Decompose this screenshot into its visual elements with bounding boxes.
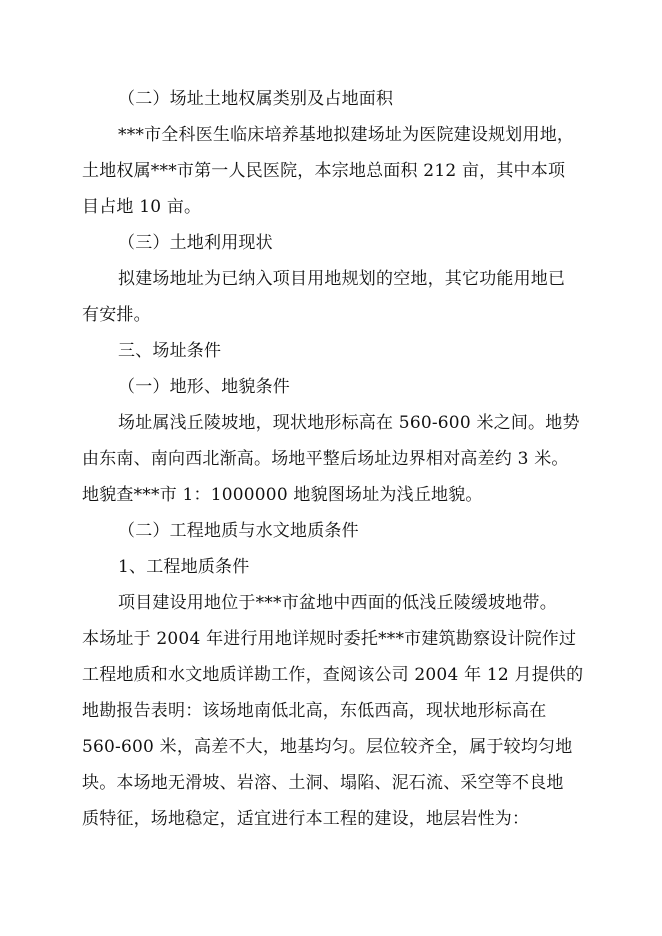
paragraph-line: 工程地质和水文地质详勘工作，查阅该公司 2004 年 12 月提供的 bbox=[82, 665, 584, 685]
paragraph-line: 有安排。 bbox=[82, 305, 151, 325]
paragraph-line: 场址属浅丘陵坡地，现状地形标高在 560-600 米之间。地势 bbox=[118, 413, 580, 433]
paragraph-line: 目占地 10 亩。 bbox=[82, 197, 202, 217]
paragraph-line: 拟建场地址为已纳入项目用地规划的空地，其它功能用地已 bbox=[118, 269, 566, 289]
paragraph-line: 块。本场地无滑坡、岩溶、土洞、塌陷、泥石流、采空等不良地 bbox=[82, 773, 564, 793]
paragraph-line: 土地权属***市第一人民医院，本宗地总面积 212 亩，其中本项 bbox=[82, 161, 566, 181]
paragraph-line: 由东南、南向西北渐高。场地平整后场址边界相对高差约 3 米。 bbox=[82, 449, 569, 469]
paragraph-line: ***市全科医生临床培养基地拟建场址为医院建设规划用地， bbox=[118, 125, 575, 145]
paragraph-line: 地勘报告表明：该场地南低北高，东低西高，现状地形标高在 bbox=[82, 701, 547, 721]
heading-geology: （二）工程地质与水文地质条件 bbox=[118, 521, 359, 541]
heading-site-ownership: （二）场址土地权属类别及占地面积 bbox=[118, 89, 394, 109]
heading-terrain: （一）地形、地貌条件 bbox=[118, 377, 290, 397]
paragraph-line: 项目建设用地位于***市盆地中西面的低浅丘陵缓坡地带。 bbox=[118, 593, 557, 613]
paragraph-line: 质特征，场地稳定，适宜进行本工程的建设，地层岩性为： bbox=[82, 809, 530, 829]
paragraph-line: 560-600 米，高差不大，地基均匀。层位较齐全，属于较均匀地 bbox=[82, 737, 573, 757]
subheading-engineering-geology: 1、工程地质条件 bbox=[118, 557, 250, 577]
section-site-conditions: 三、场址条件 bbox=[118, 341, 222, 361]
paragraph-line: 地貌查***市 1：1000000 地貌图场址为浅丘地貌。 bbox=[82, 485, 483, 505]
heading-land-use: （三）土地利用现状 bbox=[118, 233, 273, 253]
paragraph-line: 本场址于 2004 年进行用地详规时委托***市建筑勘察设计院作过 bbox=[82, 629, 577, 649]
